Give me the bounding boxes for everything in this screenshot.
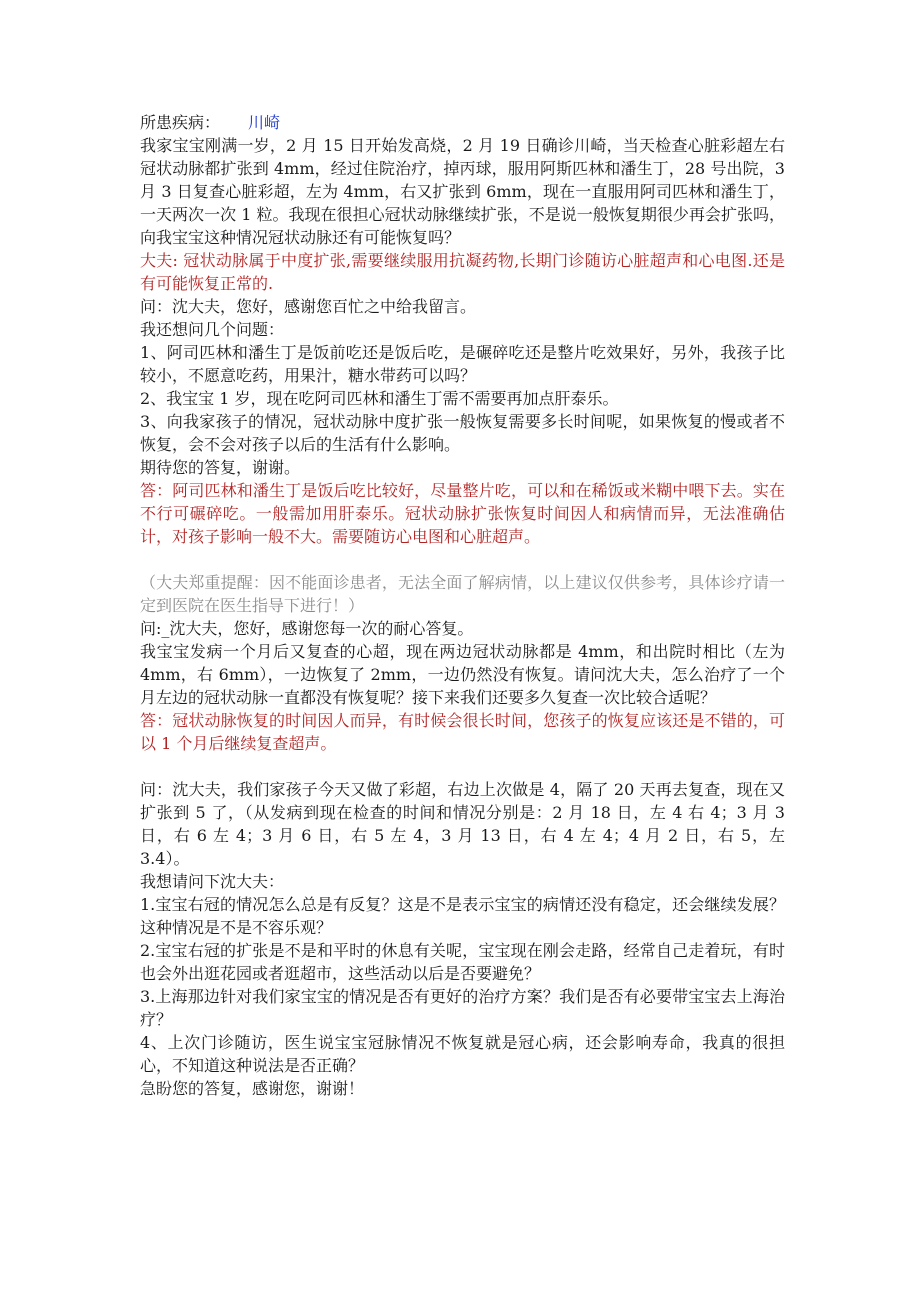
disease-name: 川崎 bbox=[248, 113, 281, 132]
question-2-greeting: 问：沈大夫，您好，感谢您百忙之中给我留言。 bbox=[140, 297, 477, 316]
spacer bbox=[140, 548, 785, 571]
question-2-closing: 期待您的答复，谢谢。 bbox=[140, 458, 301, 477]
question-2-item-1: 1、阿司匹林和潘生丁是饭前吃还是饭后吃，是碾碎吃还是整片吃效果好，另外，我孩子比较小，不愿意吃药，用果汁，糖水带药可以吗？ bbox=[140, 343, 785, 385]
question-2-intro: 我还想问几个问题： bbox=[140, 320, 285, 339]
question-4-intro: 我想请问下沈大夫： bbox=[140, 872, 285, 891]
question-3: 我宝宝发病一个月后又复查的心超，现在两边冠状动脉都是 4mm，和出院时相比（左为 4mm，右 6mm），一边恢复了 2mm，一边仍然没有恢复。请问沈大夫，怎么治疗了一个月左边的冠状动脉一直都没有恢复呢？接下来我们还要多久复查一次比较合适呢？ bbox=[140, 642, 785, 707]
answer-3: 答：冠状动脉恢复的时间因人而异，有时候会很长时间，您孩子的恢复应该还是不错的，可以 1 个月后继续复查超声。 bbox=[140, 711, 785, 753]
spacer bbox=[140, 755, 785, 778]
question-1: 我家宝宝刚满一岁，2 月 15 日开始发高烧，2 月 19 日确诊川崎，当天检查心脏彩超左右冠状动脉都扩张到 4mm，经过住院治疗，掉丙球，服用阿斯匹林和潘生丁，28 号出院，3 月 3 日复查心脏彩超，左为 4mm，右又扩张到 6mm，现在一直服用阿司匹林和潘生丁，一天两次一次 1 粒。我现在很担心冠状动脉继续扩张，不是说一般恢复期很少再会扩张吗，向我宝宝这种情况冠状动脉还有可能恢复吗？ bbox=[140, 136, 785, 247]
question-3-greeting: 问:_沈大夫，您好，感谢您每一次的耐心答复。 bbox=[140, 619, 474, 638]
question-4-item-3: 3.上海那边针对我们家宝宝的情况是否有更好的治疗方案？我们是否有必要带宝宝去上海治疗？ bbox=[140, 987, 785, 1029]
disease-label: 所患疾病： bbox=[140, 113, 221, 132]
question-2-item-2: 2、我宝宝 1 岁，现在吃阿司匹林和潘生丁需不需要再加点肝泰乐。 bbox=[140, 389, 619, 408]
question-4-item-1: 1.宝宝右冠的情况怎么总是有反复？这是不是表示宝宝的病情还没有稳定，还会继续发展？这种情况是不是不容乐观？ bbox=[140, 895, 785, 937]
doctor-notice: （大夫郑重提醒：因不能面诊患者，无法全面了解病情，以上建议仅供参考，具体诊疗请一定到医院在医生指导下进行！） bbox=[140, 573, 785, 615]
answer-1: 大夫: 冠状动脉属于中度扩张,需要继续服用抗凝药物,长期门诊随访心脏超声和心电图.还是有可能恢复正常的. bbox=[140, 251, 785, 293]
disease-header bbox=[140, 111, 785, 134]
question-4: 问：沈大夫，我们家孩子今天又做了彩超，右边上次做是 4，隔了 20 天再去复查，现在又扩张到 5 了，（从发病到现在检查的时间和情况分别是：2 月 18 日，左 4 右 4；3 月 3 日，右 6 左 4；3 月 6 日，右 5 左 4，3 月 13 日，右 4 左 4；4 月 2 日，右 5，左 3.4）。 bbox=[140, 780, 785, 868]
answer-2: 答：阿司匹林和潘生丁是饭后吃比较好，尽量整片吃，可以和在稀饭或米糊中喂下去。实在不行可碾碎吃。一般需加用肝泰乐。冠状动脉扩张恢复时间因人和病情而异，无法准确估计，对孩子影响一般不大。需要随访心电图和心脏超声。 bbox=[140, 481, 785, 546]
document-page bbox=[140, 111, 785, 1100]
question-4-item-2: 2.宝宝右冠的扩张是不是和平时的休息有关呢，宝宝现在刚会走路，经常自己走着玩，有时也会外出逛花园或者逛超市，这些活动以后是否要避免？ bbox=[140, 941, 785, 983]
question-4-closing: 急盼您的答复，感谢您，谢谢！ bbox=[140, 1079, 365, 1098]
question-4-item-4: 4、上次门诊随访，医生说宝宝冠脉情况不恢复就是冠心病，还会影响寿命，我真的很担心，不知道这种说法是否正确？ bbox=[140, 1033, 785, 1075]
question-2-item-3: 3、向我家孩子的情况，冠状动脉中度扩张一般恢复需要多长时间呢，如果恢复的慢或者不恢复，会不会对孩子以后的生活有什么影响。 bbox=[140, 412, 785, 454]
